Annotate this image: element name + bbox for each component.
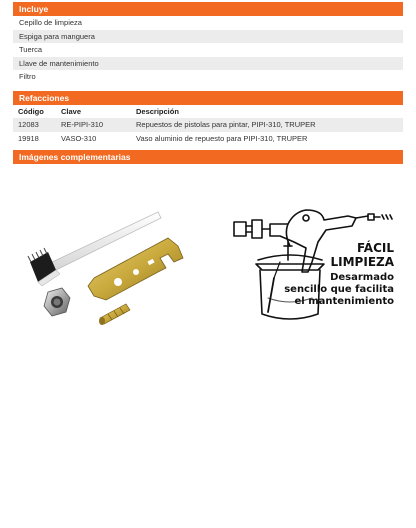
column-header-descripcion: Descripción bbox=[136, 106, 179, 116]
cell-codigo: 19918 bbox=[18, 133, 39, 143]
list-item: Llave de mantenimiento bbox=[13, 57, 403, 71]
hose-barb-icon bbox=[99, 304, 130, 325]
cell-codigo: 12083 bbox=[18, 119, 39, 129]
table-header bbox=[13, 105, 403, 118]
nozzle-icon bbox=[234, 222, 246, 236]
spec-sheet bbox=[13, 2, 403, 164]
column-header-codigo: Código bbox=[18, 106, 44, 116]
cell-descripcion: Repuestos de pistolas para pintar, PIPI-310, TRUPER bbox=[136, 119, 316, 129]
list-item: Cepillo de limpieza bbox=[19, 18, 82, 27]
promo-title: FÁCIL bbox=[356, 241, 394, 255]
promo-caption-3: el mantenimiento bbox=[294, 296, 394, 307]
list-item: Espiga para manguera bbox=[13, 30, 403, 44]
promo-caption-2: sencillo que facilita bbox=[284, 284, 394, 295]
table-row bbox=[13, 132, 403, 146]
imagenes-header: Imágenes complementarias bbox=[13, 150, 403, 164]
promo-caption-1: Desarmado bbox=[330, 272, 394, 283]
table-row bbox=[13, 118, 403, 132]
list-item: Filtro bbox=[19, 72, 36, 81]
accessories-image bbox=[18, 200, 198, 330]
list-item: Tuerca bbox=[19, 45, 43, 54]
incluye-header: Incluye bbox=[13, 2, 403, 16]
refacciones-header: Refacciones bbox=[13, 91, 403, 105]
cell-clave: RE-PIPI-310 bbox=[61, 119, 104, 129]
nut-icon bbox=[44, 288, 70, 316]
promo-title-2: LIMPIEZA bbox=[330, 255, 394, 269]
column-header-clave: Clave bbox=[61, 106, 82, 116]
cell-clave: VASO-310 bbox=[61, 133, 97, 143]
promo-text bbox=[284, 242, 394, 308]
cell-descripcion: Vaso aluminio de repuesto para PIPI-310, TRUPER bbox=[136, 133, 308, 143]
